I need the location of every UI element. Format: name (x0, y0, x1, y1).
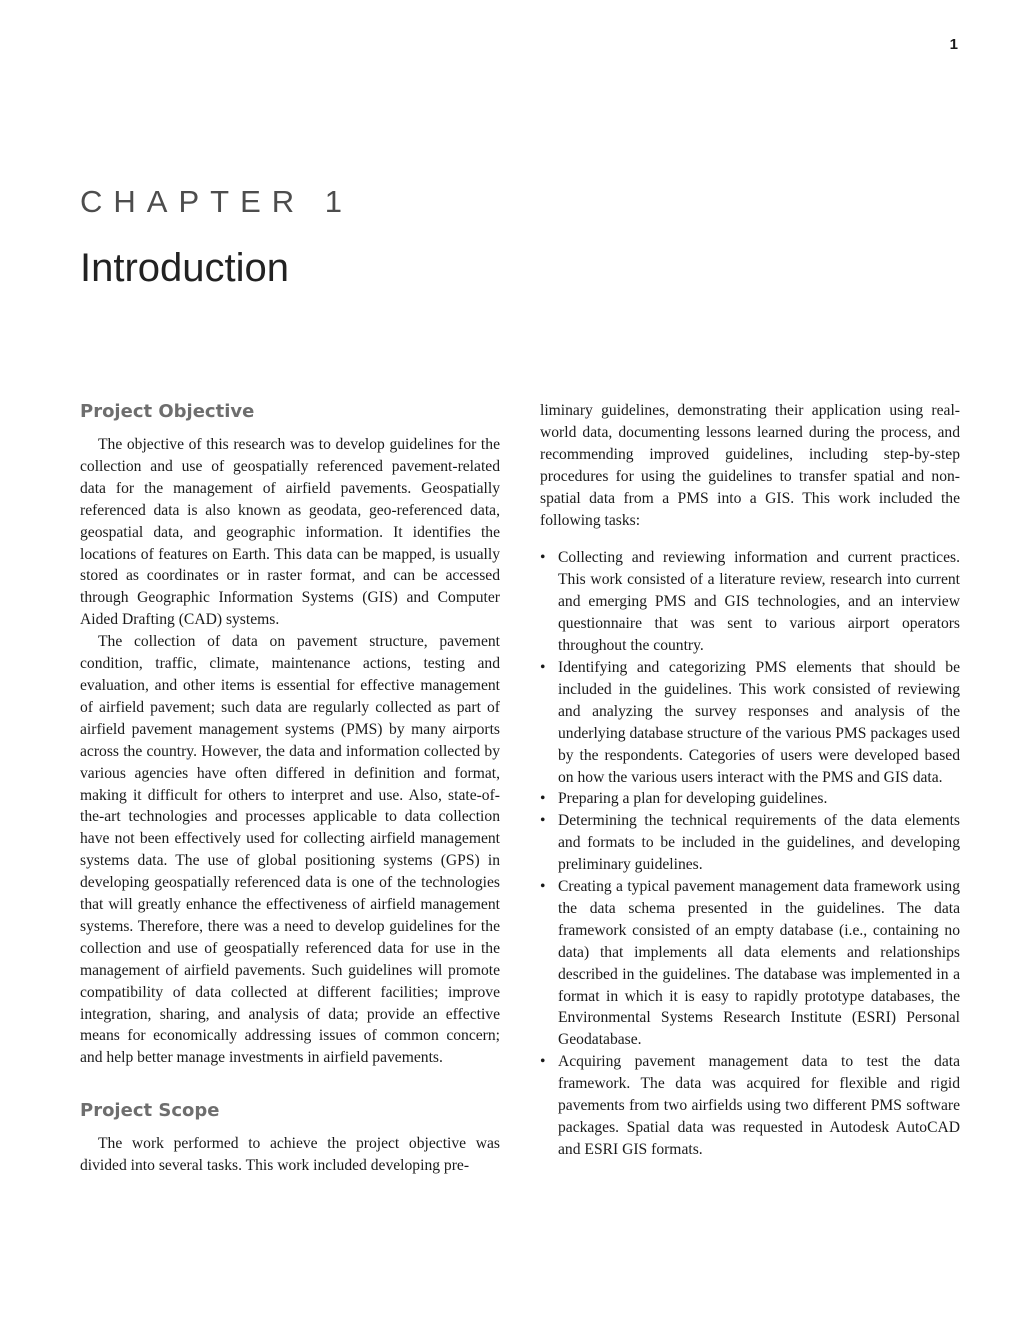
bullet-icon: • (540, 878, 546, 896)
task-list (540, 547, 960, 1160)
bullet-icon: • (540, 812, 546, 830)
page-number: 1 (949, 36, 958, 53)
task-list-item (540, 788, 960, 810)
right-column (540, 400, 960, 1161)
task-text: Preparing a plan for developing guidelines. (558, 790, 828, 808)
task-text: Identifying and categorizing PMS elements that should be included in the guidelines. This work consisted of reviewing and analyzing the survey responses and analysis of the underlying database structure of the various PMS packages used by the respondents. Categories of users were developed based on how the various users interact with the PMS and GIS data. (558, 658, 960, 786)
task-text: Creating a typical pavement management data framework using the data schema presented in the guidelines. The data framework consisted of an empty database (i.e., containing no data) that implements all data elements and relationships described in the guidelines. The database was implemented in a format in which it is easy to rapidly prototype databases, the Environmental Systems Research Institute (ESRI) Personal Geodatabase. (558, 878, 960, 1049)
scope-paragraph-continued: liminary guidelines, demonstrating their application using real-world data, documenting lessons learned during the process, and recommending improved guidelines, including step-by-step procedures for using the guidelines to transfer spatial and non-spatial data from a PMS into a GIS. This work included the following tasks: (540, 402, 960, 529)
section-heading-project-objective: Project Objective (80, 401, 255, 422)
task-list-item (540, 876, 960, 1051)
bullet-icon: • (540, 658, 546, 676)
section-heading-project-scope: Project Scope (80, 1100, 220, 1122)
task-list-item (540, 810, 960, 876)
task-text: Acquiring pavement management data to test the data framework. The data was acquired for flexible and rigid pavements from two airfields using two different PMS software packages. Spatial data was requested in Autodesk AutoCAD and ESRI GIS formats. (558, 1053, 960, 1158)
bullet-icon: • (540, 549, 546, 567)
bullet-icon: • (540, 790, 546, 808)
scope-paragraph-start: The work performed to achieve the project objective was divided into several tasks. This work included developing pre- (80, 1135, 500, 1175)
left-column (80, 400, 500, 1177)
objective-paragraph-2: The collection of data on pavement structure, pavement condition, traffic, climate, maintenance actions, testing and evaluation, and other items is essential for effective management of airfield pavement; such data are regularly collected as part of airfield pavement management systems (PMS) by many airports across the country. However, the data and information collected by various agencies have often differed in definition and format, making it difficult for others to interpret and use. Also, state-of-the-art technologies and processes applicable to data collection have not been effectively used for collecting airfield management systems data. The use of global positioning systems (GPS) in developing geospatially referenced data is one of the technologies that will greatly enhance the effectiveness of airfield management systems. Therefore, there was a need to develop guidelines for the collection and use of geospatially referenced data for use in the management of airfield pavements. Such guidelines will promote compatibility of data collected at different facilities; improve integration, sharing, and analysis of data; provide an effective means for economically addressing issues of common concern; and help better manage investments in airfield pavements. (80, 633, 500, 1067)
chapter-label: CHAPTER 1 (80, 184, 353, 219)
chapter-title: Introduction (80, 246, 290, 290)
task-list-item (540, 547, 960, 657)
task-list-item (540, 1051, 960, 1161)
task-text: Determining the technical requirements of the data elements and formats to be included in the guidelines, and developing preliminary guidelines. (558, 812, 960, 874)
task-list-item (540, 657, 960, 788)
task-text: Collecting and reviewing information and current practices. This work consisted of a literature review, research into current and emerging PMS and GIS technologies, and an interview questionnaire that was sent to various airport operators throughout the country. (558, 549, 960, 655)
bullet-icon: • (540, 1053, 546, 1071)
objective-paragraph-1: The objective of this research was to develop guidelines for the collection and use of geospatially referenced pavement-related data for the management of airfield pavements. Geospatially referenced data is also known as geodata, geo-referenced data, geospatial data, and geographic information. It identifies the locations of features on Earth. This data can be mapped, is usually stored as coordinates or in raster format, and can be accessed through Geographic Information Systems (GIS) and Computer Aided Drafting (CAD) systems. (80, 436, 500, 629)
